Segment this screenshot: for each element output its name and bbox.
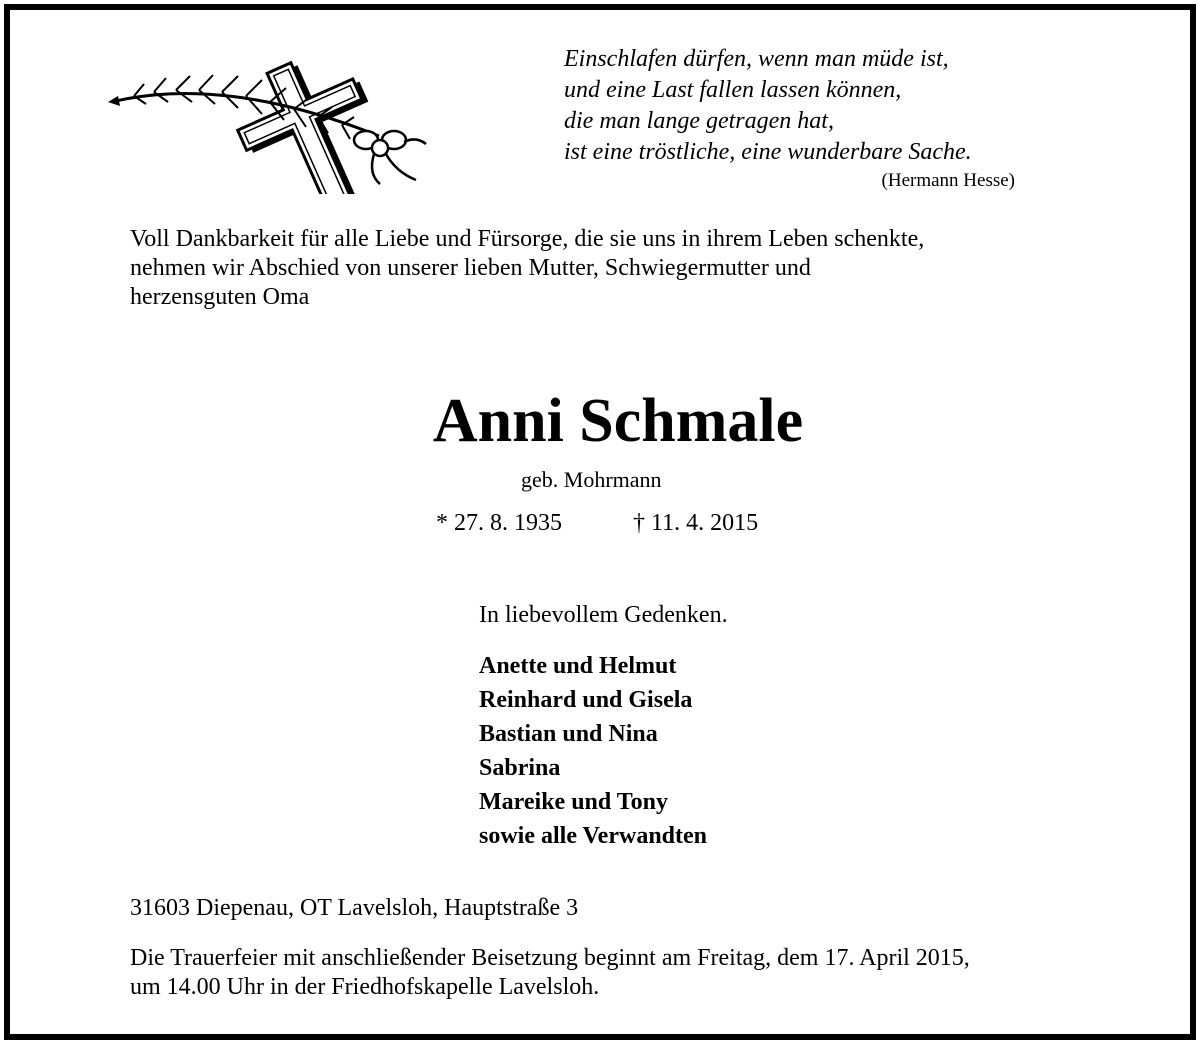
address: 31603 Diepenau, OT Lavelsloh, Hauptstraße 3 xyxy=(130,895,579,921)
family-member: Reinhard und Gisela xyxy=(479,687,693,713)
quote-line: die man lange getragen hat, xyxy=(564,108,834,134)
family-member: sowie alle Verwandten xyxy=(479,823,707,849)
family-member: Mareike und Tony xyxy=(479,789,668,815)
service-line: um 14.00 Uhr in der Friedhofskapelle Lavelsloh. xyxy=(130,974,600,1000)
death-date: † 11. 4. 2015 xyxy=(633,510,759,536)
hesse-quote xyxy=(564,44,1044,168)
quote-line: und eine Last fallen lassen können, xyxy=(564,77,902,103)
family-member: Bastian und Nina xyxy=(479,721,658,747)
intro-text xyxy=(130,225,1090,312)
intro-line: Voll Dankbarkeit für alle Liebe und Fürsorge, die sie uns in ihrem Leben schenkte, xyxy=(130,226,925,252)
birth-date: * 27. 8. 1935 xyxy=(436,510,562,536)
quote-author: (Hermann Hesse) xyxy=(881,170,1015,191)
cross-with-palm-branch-icon xyxy=(104,44,439,194)
deceased-name: Anni Schmale xyxy=(432,387,804,455)
family-list xyxy=(479,649,707,853)
maiden-name: geb. Mohrmann xyxy=(521,467,662,492)
funeral-service-info xyxy=(130,944,1110,1002)
quote-line: ist eine tröstliche, eine wunderbare Sache. xyxy=(564,139,972,165)
service-line: Die Trauerfeier mit anschließender Beisetzung beginnt am Freitag, dem 17. April 2015, xyxy=(130,945,970,971)
quote-line: Einschlafen dürfen, wenn man müde ist, xyxy=(564,46,949,72)
intro-line: herzensguten Oma xyxy=(130,284,310,310)
family-member: Anette und Helmut xyxy=(479,653,677,679)
intro-line: nehmen wir Abschied von unserer lieben Mutter, Schwiegermutter und xyxy=(130,255,811,281)
family-member: Sabrina xyxy=(479,755,561,781)
memorial-line: In liebevollem Gedenken. xyxy=(479,602,728,628)
